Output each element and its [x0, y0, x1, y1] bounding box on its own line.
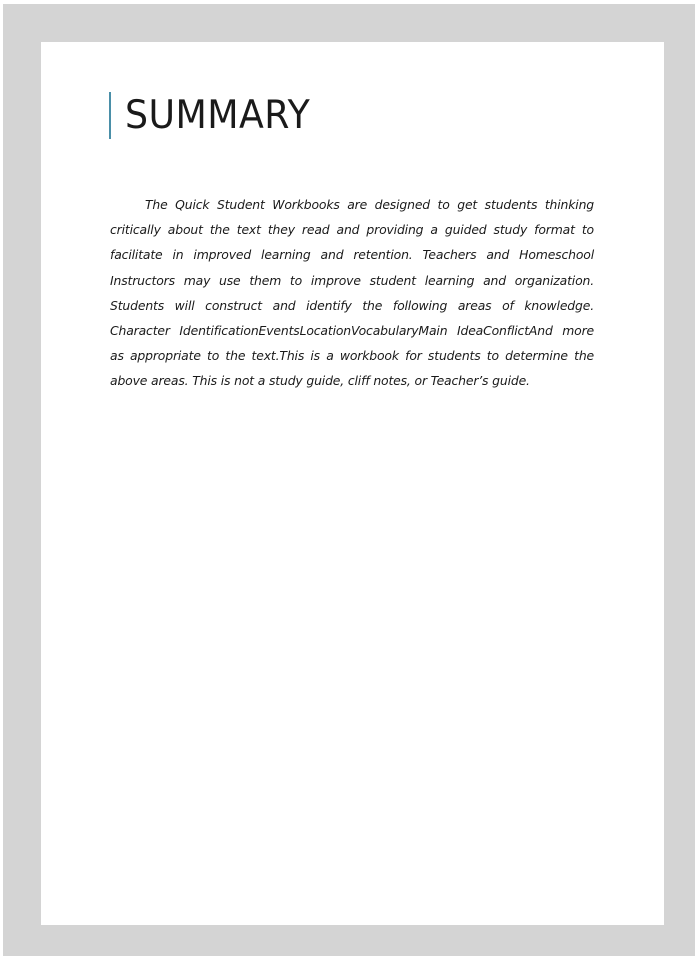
document-page: [41, 42, 664, 925]
page-title: SUMMARY: [125, 93, 311, 138]
summary-paragraph: The Quick Student Workbooks are designed to get students thinking critically about the text they read and providing a guided study format to facilitate in improved learning and retention. Teachers and Homeschool Instructors may use them to improve student learning and organization. Students will construct and identify the following areas of knowledge. Character IdentificationEventsLocationVocabularyMain IdeaConflictAnd more as appropriate to the text.This is a workbook for students to determine the above areas. This is not a study guide, cliff notes, or Teacher’s guide.: [110, 197, 594, 389]
heading-accent-bar: [109, 92, 111, 139]
heading-block: [109, 92, 324, 139]
page-frame: [3, 4, 695, 956]
